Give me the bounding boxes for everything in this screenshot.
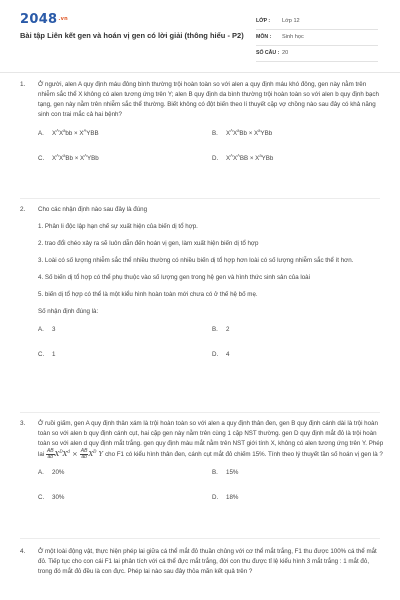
meta-subject-row <box>256 30 378 46</box>
option-text: $X^AX^abb \times X^AYBB$ <box>52 128 99 138</box>
question-number: 2. <box>20 206 26 213</box>
question-body <box>38 419 384 516</box>
meta-class-value: Lớp 12 <box>282 18 300 25</box>
meta-class-label: LỚP : <box>256 17 271 24</box>
option-text: $X^AX^aBb \times X^aYBb$ <box>226 128 273 138</box>
logo-suffix: .vn <box>58 15 69 22</box>
statement-3: 3. Loài có số lượng nhiễm sắc thể nhiều thường có nhiều biến dị tổ hợp hơn loài có số lượng nhiễm sắc thể ít hơn. <box>38 257 354 265</box>
meta-subject-value: Sinh học <box>282 34 304 41</box>
fraction-denominator: ab <box>47 454 54 461</box>
meta-class-row <box>256 14 378 30</box>
meta-count-label: SỐ CÂU : <box>256 49 280 56</box>
option-letter: B. <box>212 326 218 334</box>
option-c[interactable] <box>38 350 55 359</box>
option-letter: D. <box>212 351 219 359</box>
question-number: 1. <box>20 81 26 88</box>
option-text: 18% <box>226 494 239 502</box>
question-divider <box>20 412 380 413</box>
option-letter: A. <box>38 469 44 477</box>
option-text: 2 <box>226 326 230 334</box>
question-text: Ở một loài động vật, thực hiện phép lai giữa cá thể mắt đỏ thuần chủng với cơ thể mắt trắng, F1 thu được 100% cá thể mắt đỏ. Tiếp tục cho con cái F1 lai phân tích với cá thể đực mắt trắng, đời con thu được tỉ lệ kiểu hình 3 mắt trắng : 1 mắt đỏ, trong đó mắt đỏ đều là con đực. Phép lai nào sau đây thỏa mãn kết quả trên ? <box>38 548 377 576</box>
fraction-numerator: AB <box>80 448 88 455</box>
option-letter: C. <box>38 494 45 502</box>
site-logo[interactable] <box>20 10 68 30</box>
statement-2: 2. trao đổi chéo xảy ra sẽ luôn dẫn đến hoán vị gen, làm xuất hiện biến dị tổ hợp <box>38 240 259 248</box>
question-number: 4. <box>20 548 26 555</box>
question-body <box>38 205 384 373</box>
option-letter: C. <box>38 351 45 359</box>
option-b[interactable] <box>212 468 238 477</box>
question-body <box>38 80 384 176</box>
option-letter: A. <box>38 326 44 334</box>
option-text: 4 <box>226 351 230 359</box>
option-text: $X^AX^ABB \times X^aYBb$ <box>226 153 274 163</box>
option-letter: C. <box>38 155 45 163</box>
page-header <box>0 0 400 68</box>
formula-part-1: $X^DX^d$ × <box>54 449 80 459</box>
option-letter: A. <box>38 130 44 138</box>
option-c[interactable] <box>38 493 64 502</box>
answer-options <box>38 128 384 176</box>
question-text-after: cho F1 có kiểu hình thân đen, cánh cụt mắt đỏ chiếm 15%. Tính theo lý thuyết tần số hoán vị gen là ? <box>105 451 383 459</box>
option-a[interactable] <box>38 128 99 138</box>
statement-1: 1. Phân li độc lập hạn chế sự xuất hiện của biến dị tổ hợp. <box>38 223 198 231</box>
option-letter: D. <box>212 155 219 163</box>
option-letter: B. <box>212 469 218 477</box>
option-letter: D. <box>212 494 219 502</box>
question-number: 3. <box>20 420 26 427</box>
option-b[interactable] <box>212 128 272 138</box>
question-text: Ở người, alen A quy định máu đông bình thường trội hoàn toàn so với alen a quy định máu khó đông, gen này nằm trên nhiễm sắc thể X không có alen tương ứng trên Y; alen B quy định da bình thường trội hoàn toàn so với alen b quy định bạch tạng, gen này nằm trên nhiễm sắc thể thường. Biết không có đột biến theo lí thuyết cặp vợ chồng nào sau đây có khả năng sinh con trai mắc cả hai bệnh? <box>38 81 379 119</box>
document-title: Bài tập Liên kết gen và hoán vị gen có lời giải (thông hiểu - P2) <box>20 31 244 40</box>
fraction-denominator: ab <box>81 454 87 461</box>
meta-count-value: 20 <box>282 50 289 57</box>
answer-options <box>38 468 384 516</box>
option-text: 15% <box>226 469 239 477</box>
genotype-fraction-1 <box>46 449 55 460</box>
option-c[interactable] <box>38 153 99 163</box>
question-text: Cho các nhận định nào sau đây là đúng <box>38 206 148 213</box>
question-list <box>0 80 400 600</box>
question-text <box>38 419 384 460</box>
answer-options <box>38 325 384 373</box>
option-text: $X^AX^aBb \times X^AYBb$ <box>52 153 99 163</box>
statement-4: 4. Số biến dị tổ hợp có thể phụ thuộc vào số lượng gen trong hệ gen và hình thức sinh sản của loài <box>38 274 310 282</box>
option-text: 30% <box>52 494 65 502</box>
logo-text: 2048 <box>20 12 58 27</box>
option-d[interactable] <box>212 350 229 359</box>
option-text: 20% <box>52 469 65 477</box>
header-divider <box>0 72 400 73</box>
formula-part-2: $X^D$ Y <box>88 449 106 459</box>
question-body <box>38 547 384 577</box>
question-divider <box>20 538 380 539</box>
option-a[interactable] <box>38 325 55 334</box>
option-text: 1 <box>52 351 56 359</box>
statement-5: 5. biến dị tổ hợp có thể là một kiểu hình hoàn toàn mới chưa có ở thế hệ bố mẹ. <box>38 291 258 299</box>
question-prompt: Số nhận định đúng là: <box>38 308 99 316</box>
option-d[interactable] <box>212 153 273 163</box>
meta-count-row <box>256 46 378 62</box>
option-a[interactable] <box>38 468 64 477</box>
option-text: 3 <box>52 326 56 334</box>
fraction-numerator: AB <box>46 448 54 455</box>
option-d[interactable] <box>212 493 238 502</box>
question-text-before: Ở ruồi giấm, gen A quy định thân xám là trội hoàn toàn so với alen a quy định thân đen, gen B quy định cánh dài là trội hoàn toàn so với alen b quy định cánh cụt, hai cặp gen này nằm trên cùng 1 cặp NST thường. gen D quy định mắt đỏ là trội hoàn toàn so với alen d quy định mắt trắng. gen quy định màu mắt nằm trên NST giới tính X, không có alen tương ứng trên Y. Phép lai <box>38 420 384 459</box>
document-meta <box>256 14 378 62</box>
question-divider <box>20 198 380 199</box>
meta-subject-label: MÔN : <box>256 33 272 40</box>
option-b[interactable] <box>212 325 229 334</box>
option-letter: B. <box>212 130 218 138</box>
